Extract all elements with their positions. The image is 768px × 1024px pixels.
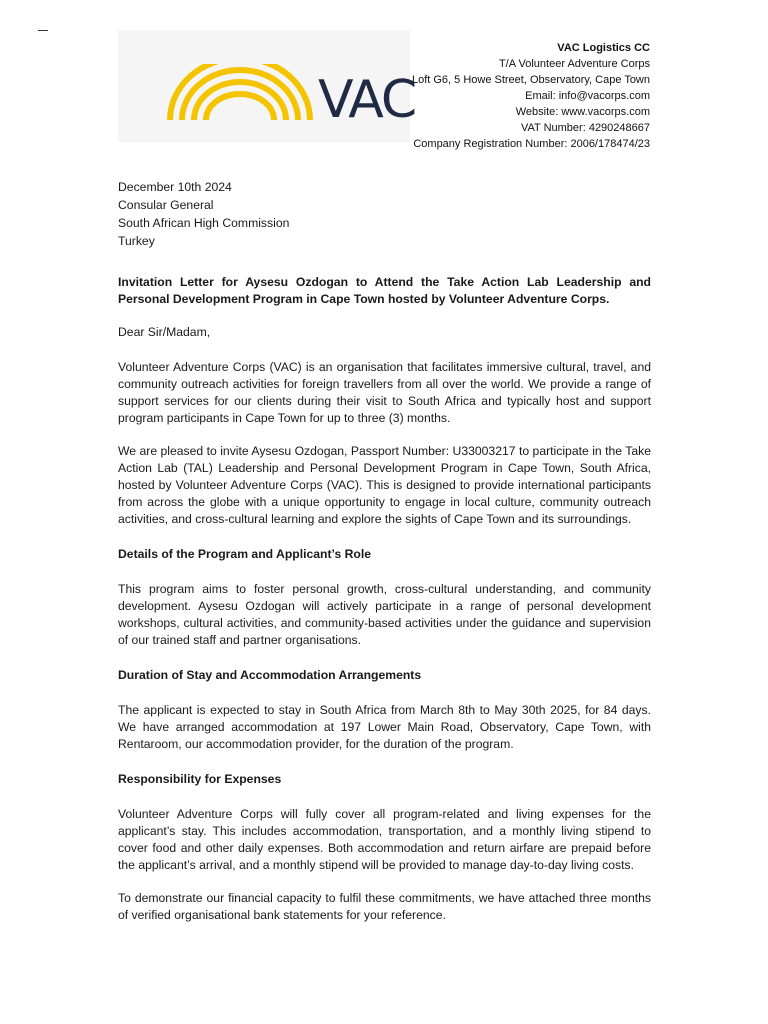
paragraph-financial-capacity: To demonstrate our financial capacity to fulfil these commitments, we have attached three months of verified organisational bank statements for your reference. xyxy=(118,891,651,922)
company-registration: Company Registration Number: 2006/178474/23 xyxy=(413,138,650,150)
letter-body xyxy=(118,274,651,924)
company-details xyxy=(412,40,650,152)
company-logo xyxy=(118,30,416,142)
heading-expenses: Responsibility for Expenses xyxy=(118,772,282,786)
recipient-block xyxy=(118,178,289,250)
company-address: Loft G6, 5 Howe Street, Observatory, Cape Town xyxy=(411,74,650,86)
paragraph-expenses: Volunteer Adventure Corps will fully cover all program-related and living expenses for the applicant’s stay. This includes accommodation, transportation, and a monthly living stipend to cover food and other daily expenses. Both accommodation and return airfare are prepaid before the applicant’s arrival, and a monthly stipend will be provided to manage day-to-day living costs. xyxy=(118,807,651,872)
company-website: Website: www.vacorps.com xyxy=(515,106,650,118)
company-email: Email: info@vacorps.com xyxy=(525,90,650,102)
logo-wordmark: VAC xyxy=(318,70,416,130)
paragraph-duration: The applicant is expected to stay in South Africa from March 8th to May 30th 2025, for 84 days. We have arranged accommodation at 197 Lower Main Road, Observatory, Cape Town, with Rentaroom, our accommodation provider, for the duration of the program. xyxy=(118,703,651,751)
recipient-line-3: Turkey xyxy=(118,234,155,248)
company-name: VAC Logistics CC xyxy=(557,42,650,54)
sun-arcs-icon xyxy=(160,64,320,124)
company-trading-as: T/A Volunteer Adventure Corps xyxy=(498,58,650,70)
company-vat: VAT Number: 4290248667 xyxy=(520,122,650,134)
recipient-line-2: South African High Commission xyxy=(118,216,290,230)
letter-date: December 10th 2024 xyxy=(118,180,232,194)
heading-duration: Duration of Stay and Accommodation Arrangements xyxy=(118,668,422,682)
page-corner-mark xyxy=(38,30,48,31)
letter-subject: Invitation Letter for Aysesu Ozdogan to Attend the Take Action Lab Leadership and Personal Development Program in Cape Town hosted by Volunteer Adventure Corps. xyxy=(118,275,651,306)
paragraph-invitation: We are pleased to invite Aysesu Ozdogan, Passport Number: U33003217 to participate in the Take Action Lab (TAL) Leadership and Personal Development Program in Cape Town, South Africa, hosted by Volunteer Adventure Corps (VAC). This is designed to provide international participants from across the globe with a unique opportunity to engage in local culture, community outreach activities, and cross-cultural learning and explore the sights of Cape Town and its surroundings. xyxy=(118,444,651,526)
paragraph-intro: Volunteer Adventure Corps (VAC) is an organisation that facilitates immersive cultural, travel, and community outreach activities for foreign travellers from all over the world. We provide a range of support services for our clients during their visit to South Africa and typically host and support program participants in Cape Town for up to three (3) months. xyxy=(118,360,651,425)
salutation: Dear Sir/Madam, xyxy=(118,325,211,339)
heading-program-details: Details of the Program and Applicant’s Role xyxy=(118,547,372,561)
paragraph-program-details: This program aims to foster personal growth, cross-cultural understanding, and community development. Aysesu Ozdogan will actively participate in a range of personal development workshops, cultural activities, and community-based activities under the guidance and supervision of our trained staff and partner organisations. xyxy=(118,582,651,647)
recipient-line-1: Consular General xyxy=(118,198,214,212)
